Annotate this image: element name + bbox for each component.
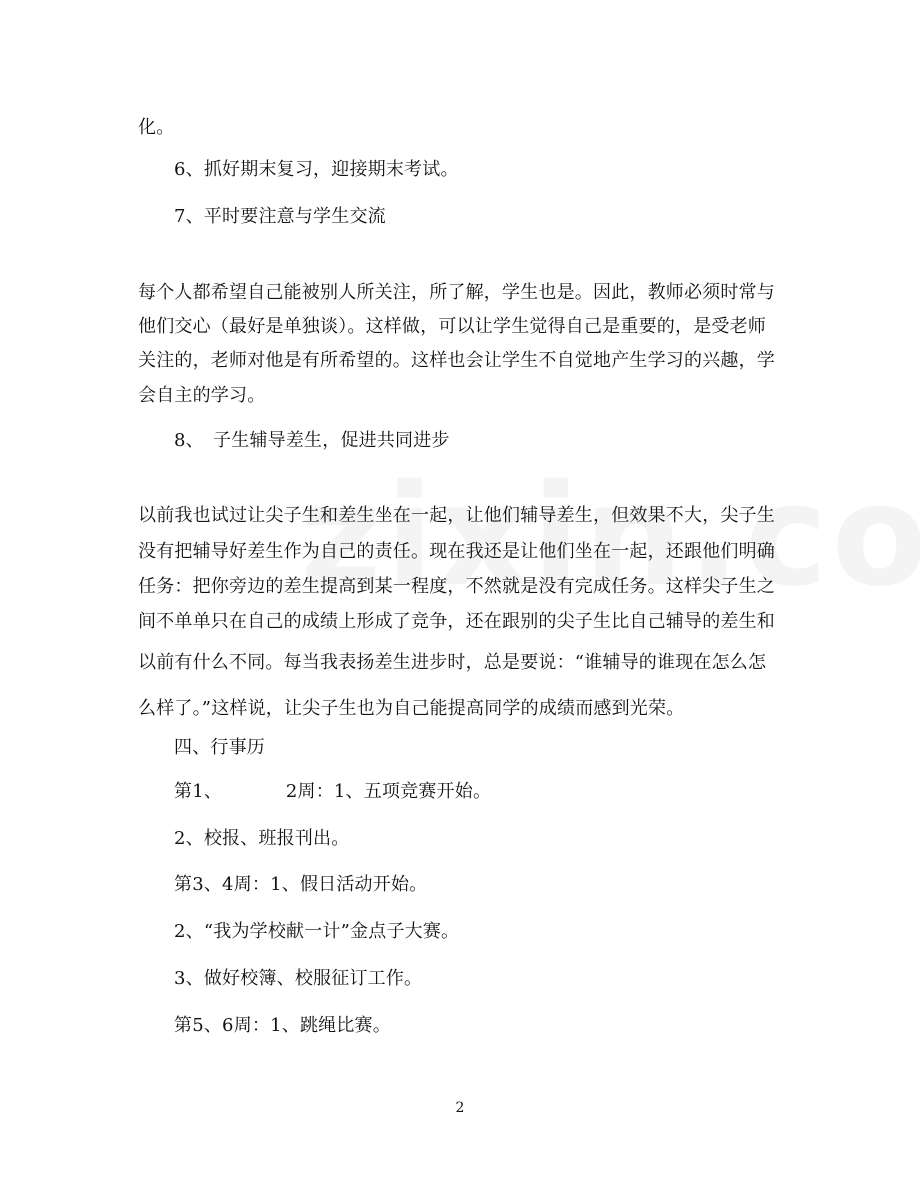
list-item-8-heading: 8、 子生辅导差生，促进共同进步 [174, 430, 450, 451]
list-item-6: 6、抓好期末复习，迎接期末考试。 [174, 159, 459, 180]
schedule-item: 第3、4周：1、假日活动开始。 [174, 874, 428, 895]
text-line: 化。 [138, 117, 175, 138]
schedule-item: 第5、6周：1、跳绳比赛。 [174, 1015, 391, 1036]
paragraph-line: 每个人都希望自己能被别人所关注，所了解，学生也是。因此，教师必须时常与 [138, 282, 775, 303]
paragraph-line: 以前有什么不同。每当我表扬差生进步时，总是要说：“谁辅导的谁现在怎么怎 [138, 652, 767, 673]
paragraph-line: 他们交心（最好是单独谈）。这样做，可以让学生觉得自己是重要的，是受老师 [138, 316, 766, 337]
paragraph-line: 间不单单只在自己的成绩上形成了竞争，还在跟别的尖子生比自己辅导的差生和 [138, 611, 775, 632]
paragraph-line: 任务：把你旁边的差生提高到某一程度，不然就是没有完成任务。这样尖子生之 [138, 576, 775, 597]
paragraph-line: 么样了。”这样说，让尖子生也为自己能提高同学的成绩而感到光荣。 [138, 698, 685, 719]
section-heading: 四、行事历 [174, 737, 265, 758]
schedule-item: 3、做好校簿、校服征订工作。 [174, 968, 423, 989]
paragraph-line: 关注的，老师对他是有所希望的。这样也会让学生不自觉地产生学习的兴趣，学 [138, 350, 775, 371]
page-number: 2 [455, 1100, 465, 1116]
list-item-7-heading: 7、平时要注意与学生交流 [174, 206, 386, 227]
schedule-item: 第1、 2周：1、五项竞赛开始。 [174, 781, 492, 802]
schedule-item: 2、“我为学校献一计”金点子大赛。 [174, 921, 460, 942]
paragraph-line: 会自主的学习。 [138, 385, 266, 406]
schedule-item: 2、校报、班报刊出。 [174, 828, 350, 849]
paragraph-line: 没有把辅导好差生作为自己的责任。现在我还是让他们坐在一起，还跟他们明确 [138, 541, 775, 562]
paragraph-line: 以前我也试过让尖子生和差生坐在一起，让他们辅导差生，但效果不大，尖子生 [138, 505, 775, 526]
